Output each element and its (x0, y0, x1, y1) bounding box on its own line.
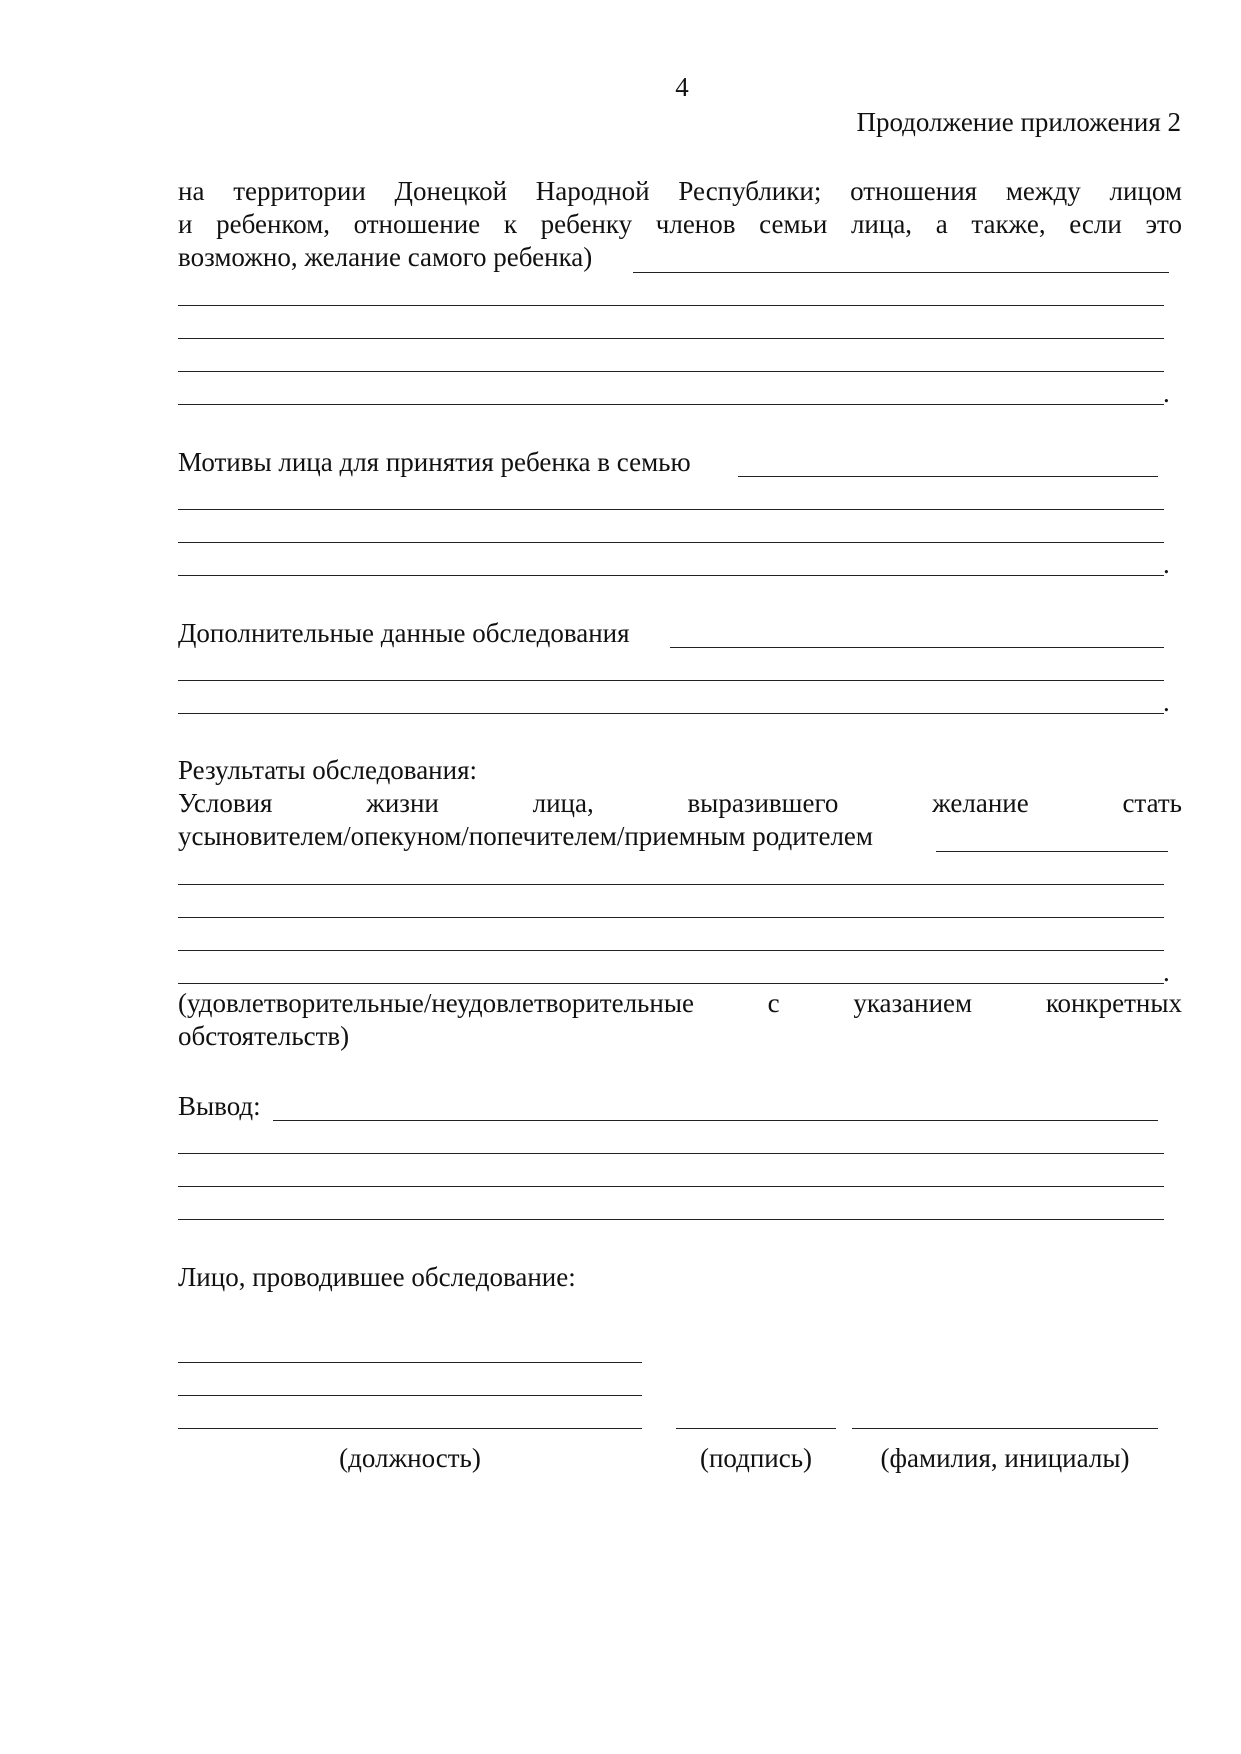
additional-answer-line-0[interactable] (670, 647, 1164, 648)
position-line-3[interactable] (178, 1428, 642, 1429)
conclusion-answer-line-2[interactable] (178, 1186, 1164, 1187)
caption-position: (должность) (339, 1443, 481, 1473)
results-word-5: желание (932, 788, 1029, 818)
results-note-line-1 (178, 987, 1182, 1020)
results-note-word-2: с (767, 988, 780, 1018)
conclusion-answer-line-3[interactable] (178, 1219, 1164, 1220)
results-answer-line-1[interactable] (178, 884, 1164, 885)
additional-label: Дополнительные данные обследования (178, 618, 630, 648)
family-answer-line-0[interactable] (633, 272, 1169, 273)
results-word-1: Условия (178, 788, 273, 818)
page-number: 4 (675, 72, 689, 102)
appendix-label: Продолжение приложения 2 (856, 107, 1181, 137)
caption-name: (фамилия, инициалы) (880, 1443, 1130, 1473)
additional-answer-line-2[interactable] (178, 713, 1164, 714)
conclusion-answer-line-1[interactable] (178, 1153, 1164, 1154)
family-text-line-1: на территории Донецкой Народной Республики; отношения между лицом (178, 176, 1182, 206)
conclusion-label: Вывод: (178, 1091, 261, 1121)
motives-answer-line-3[interactable] (178, 575, 1164, 576)
signature-line[interactable] (676, 1428, 836, 1429)
results-word-3: лица, (532, 788, 594, 818)
results-note-word-3: указанием (853, 988, 973, 1018)
additional-period: . (1163, 687, 1170, 717)
name-line[interactable] (852, 1428, 1158, 1429)
position-line-2[interactable] (178, 1395, 642, 1396)
family-answer-line-4[interactable] (178, 404, 1164, 405)
results-answer-line-4[interactable] (178, 983, 1164, 984)
family-answer-line-2[interactable] (178, 338, 1164, 339)
family-text-line-2: и ребенком, отношение к ребенку членов семьи лица, а также, если это (178, 209, 1182, 239)
family-period: . (1163, 378, 1170, 408)
signatory-label: Лицо, проводившее обследование: (178, 1262, 576, 1292)
results-note-word-4: конкретных (1045, 988, 1182, 1018)
family-answer-line-3[interactable] (178, 371, 1164, 372)
motives-answer-line-0[interactable] (738, 476, 1158, 477)
results-period: . (1163, 957, 1170, 987)
results-answer-line-0[interactable] (936, 851, 1168, 852)
family-text-line-3: возможно, желание самого ребенка) (178, 242, 593, 272)
results-note-word-1: (удовлетворительные/неудовлетворительные (178, 988, 694, 1018)
results-answer-line-2[interactable] (178, 917, 1164, 918)
motives-answer-line-1[interactable] (178, 509, 1164, 510)
results-word-6: стать (1122, 788, 1182, 818)
results-answer-line-3[interactable] (178, 950, 1164, 951)
results-title: Результаты обследования: (178, 755, 478, 785)
results-line-1 (178, 787, 1182, 820)
caption-signature: (подпись) (699, 1443, 813, 1473)
family-answer-line-1[interactable] (178, 305, 1164, 306)
results-line-2: усыновителем/опекуном/попечителем/приемным родителем (178, 821, 873, 851)
conclusion-answer-line-0[interactable] (273, 1120, 1158, 1121)
motives-period: . (1163, 549, 1170, 579)
results-word-2: жизни (366, 788, 439, 818)
additional-answer-line-1[interactable] (178, 680, 1164, 681)
results-word-4: выразившего (687, 788, 839, 818)
position-line-1[interactable] (178, 1362, 642, 1363)
results-note-line-2: обстоятельств) (178, 1021, 350, 1051)
motives-label: Мотивы лица для принятия ребенка в семью (178, 447, 691, 477)
motives-answer-line-2[interactable] (178, 542, 1164, 543)
